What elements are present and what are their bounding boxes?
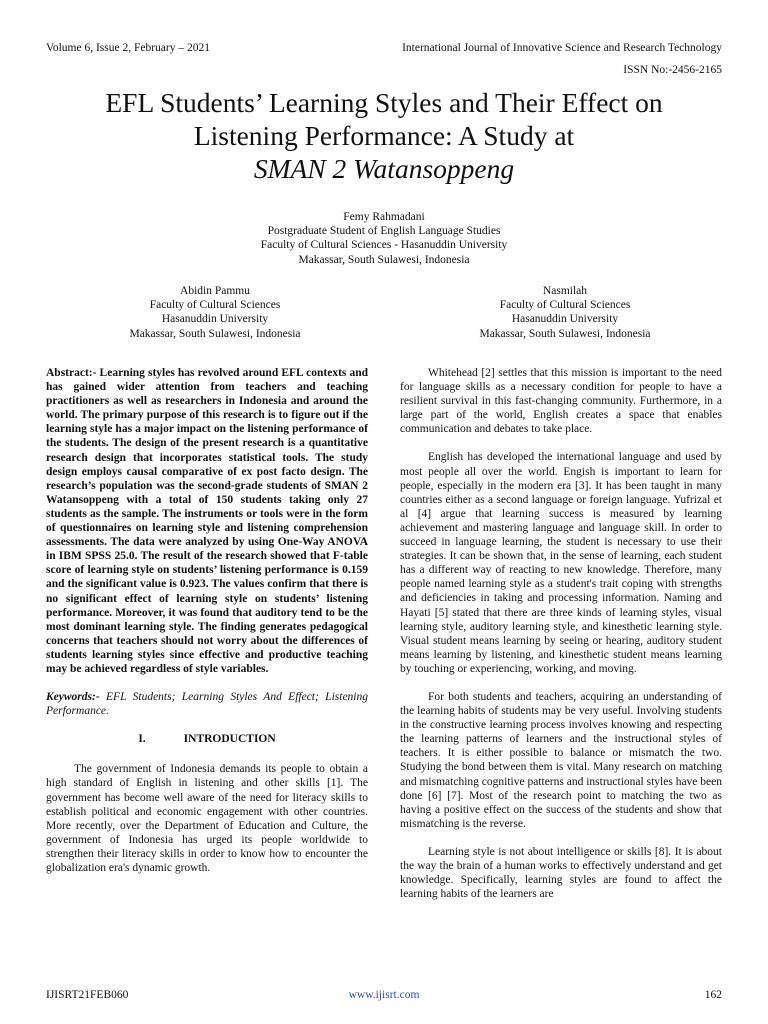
author-affiliation: Hasanuddin University [161, 313, 269, 326]
author-name: Nasmilah [542, 285, 588, 297]
paper-title [30, 86, 738, 185]
title-line-1: EFL Students’ Learning Styles and Their Effect on [105, 87, 663, 118]
body-paragraph: For both students and teachers, acquiring an understanding of the learning habits of students may be very useful. Involving students in the constructive learning process involves knowing and respecting the learning patterns of learners and the instructional styles of teachers. It is either possible to balance or mismatch the two. Studying the bond between them is vital. Many research on matching and mismatching cognitive patterns and instructional styles have been done [6] [7]. Most of the research point to matching the two as having a positive effect on the success of the students and show that mismatching is the reverse. [400, 690, 722, 830]
volume-issue: Volume 6, Issue 2, February – 2021 [46, 42, 210, 54]
title-line-2: Listening Performance: A Study at [193, 120, 575, 151]
section-title: INTRODUCTION [183, 733, 276, 746]
author-block [0, 210, 768, 340]
author-affiliation: Faculty of Cultural Sciences [149, 299, 281, 312]
author-affiliation: Makassar, South Sulawesi, Indonesia [298, 253, 470, 266]
left-column [46, 366, 368, 889]
author-secondary-left [80, 284, 350, 341]
footer-article-id: IJISRT21FEB060 [46, 989, 129, 1001]
title-line-3: SMAN 2 Watansoppeng [253, 153, 515, 184]
journal-name: International Journal of Innovative Science and Research Technology [402, 42, 722, 54]
author-secondary-right [430, 284, 700, 341]
author-name: Femy Rahmadani [343, 211, 425, 223]
right-column [400, 366, 722, 915]
author-affiliation: Postgraduate Student of English Language Studies [267, 225, 501, 238]
author-name: Abidin Pammu [180, 285, 250, 297]
section-number: I. [138, 733, 146, 746]
issn: ISSN No:-2456-2165 [623, 64, 722, 76]
author-affiliation: Faculty of Cultural Sciences - Hasanuddin University [260, 239, 508, 252]
section-heading [46, 732, 368, 746]
body-paragraph: English has developed the international language and used by most people all over the world. Engish is important to learn for people, especially in the modern era [3]. It has been taught in many countries either as a second language or foreign language. Yufrizal et al [4] argue that learning success is measured by learning achievement and mastering language and language skill. In order to succeed in language learning, the student is necessary to use their strategies. It can be shown that, in the sense of learning, each student has a different way of reacting to new knowledge. Therefore, many people named learning style as a student's trait coping with strengths and deficiencies in taking and processing information. Naming and Hayati [5] stated that there are three kinds of learning styles, visual learning style, auditory learning style, and kinesthetic learning style. Visual student means learning by seeing or hearing, auditory student means learning by listening, and kinesthetic student means learning by touching or experiencing, working, and moving. [400, 451, 722, 675]
keywords-text: EFL Students; Learning Styles And Effect; Listening Performance. [46, 691, 368, 718]
author-affiliation: Makassar, South Sulawesi, Indonesia [129, 327, 301, 340]
footer-website-link[interactable]: www.ijisrt.com [348, 989, 420, 1001]
keywords [46, 690, 368, 718]
author-affiliation: Makassar, South Sulawesi, Indonesia [479, 327, 651, 340]
page-number: 162 [704, 989, 722, 1001]
author-affiliation: Faculty of Cultural Sciences [499, 299, 631, 312]
body-paragraph: Whitehead [2] settles that this mission is important to the need for language skills as a necessary condition for people to have a resilient survival in this fast-changing community. Furthermore, in a large part of the world, English creates a space that enables communication and debates to take place. [400, 367, 722, 436]
keywords-label: Keywords:- [46, 691, 100, 704]
body-paragraph: The government of Indonesia demands its people to obtain a high standard of English in listening and other skills [1]. The government has become well aware of the need for literacy skills to establish political and economic engagement with other countries. More recently, over the Department of Education and Culture, the government of Indonesia has urged its people worldwide to strengthen their literacy skills in order to know how to encounter the globalization era's dynamic growth. [46, 763, 368, 874]
author-affiliation: Hasanuddin University [511, 313, 619, 326]
body-paragraph: Learning style is not about intelligence or skills [8]. It is about the way the brain of a human works to effectively understand and get knowledge. Specifically, learning styles are found to affect the learning habits of the learners are [400, 845, 722, 901]
author-primary [0, 210, 768, 267]
abstract: Abstract:- Learning styles has revolved around EFL contexts and has gained wider attention from teachers and teaching practitioners as well as researchers in Indonesia and around the world. The primary purpose of this research is to figure out if the learning style has a major impact on the listening performance of the students. The design of the present research is a quantitative research design that incorporates statistical tools. The study design employs causal comparative of ex post facto design. The research’s population was the second-grade students of SMAN 2 Watansoppeng with a total of 150 students taking only 27 students as the sample. The instruments or tools were in the form of questionnaires on learning style and listening comprehension assessments. The data were analyzed by using One-Way ANOVA in IBM SPSS 25.0. The result of the research showed that F-table score of learning style on students’ listening performance is 0.159 and the significant value is 0.923. The values confirm that there is no significant effect of learning style on students’ listening performance. Moreover, it was found that auditory tend to be the most dominant learning style. The finding generates pedagogical concerns that teachers should not worry about the differences of students learning styles since effective and productive teaching may be achieved regardless of style variables. [46, 367, 368, 675]
